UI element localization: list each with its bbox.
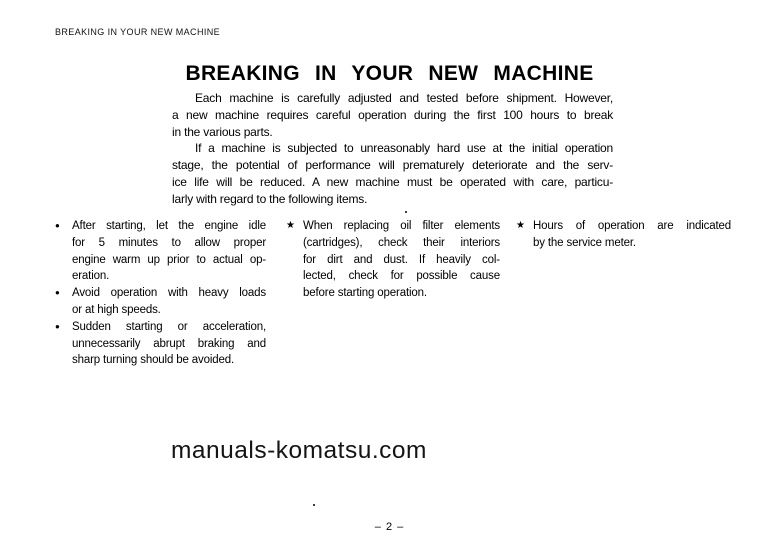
intro-line: larly with regard to the following items. bbox=[172, 191, 368, 206]
watermark: manuals-komatsu.com bbox=[171, 437, 427, 464]
bullet-icon: ● bbox=[55, 221, 60, 230]
list-item bbox=[55, 285, 266, 319]
list-item bbox=[55, 319, 266, 369]
column-middle bbox=[286, 218, 500, 302]
item-line: eration. bbox=[72, 270, 110, 283]
star-icon: ★ bbox=[516, 220, 525, 231]
list-item bbox=[55, 218, 266, 285]
item-line: or at high speeds. bbox=[72, 303, 161, 316]
item-line: Sudden starting or acceleration, bbox=[72, 320, 266, 333]
star-icon: ★ bbox=[286, 220, 295, 231]
item-line: (cartridges), check their interiors bbox=[303, 236, 500, 249]
item-line: by the service meter. bbox=[533, 236, 636, 249]
running-header: BREAKING IN YOUR NEW MACHINE bbox=[55, 27, 221, 37]
item-line: Avoid operation with heavy loads bbox=[72, 287, 266, 300]
item-text bbox=[72, 319, 266, 369]
page-number: – 2 – bbox=[374, 521, 405, 533]
scan-speck bbox=[313, 504, 315, 506]
item-line: for dirt and dust. If heavily col- bbox=[303, 253, 500, 266]
list-item bbox=[286, 218, 500, 302]
item-text bbox=[72, 285, 266, 319]
column-left bbox=[55, 218, 266, 369]
item-text bbox=[303, 218, 500, 302]
list-item bbox=[516, 218, 731, 252]
intro-line: Each machine is carefully adjusted and tested before shipment. However, bbox=[195, 91, 613, 105]
bullet-icon: ● bbox=[55, 288, 60, 298]
item-line: engine warm up prior to actual op- bbox=[72, 253, 266, 266]
bullet-icon: ● bbox=[55, 321, 60, 331]
intro-line: stage, the potential of performance will prematurely deteriorate and the serv- bbox=[172, 158, 613, 173]
intro-line: ice life will be reduced. A new machine must be operated with care, particu- bbox=[172, 174, 613, 189]
intro-line: a new machine requires careful operation during the first 100 hours to break bbox=[172, 107, 613, 122]
item-line: for 5 minutes to allow proper bbox=[72, 236, 266, 249]
intro-paragraphs bbox=[172, 90, 613, 208]
page-title: BREAKING IN YOUR NEW MACHINE bbox=[185, 62, 594, 86]
item-line: unnecessarily abrupt braking and bbox=[72, 337, 266, 350]
item-line: sharp turning should be avoided. bbox=[72, 354, 235, 367]
intro-line: in the various parts. bbox=[172, 124, 273, 139]
item-line: before starting operation. bbox=[303, 287, 427, 300]
scan-speck bbox=[405, 211, 407, 213]
item-text bbox=[533, 218, 731, 252]
item-text bbox=[72, 218, 266, 285]
column-right bbox=[516, 218, 731, 252]
item-line: Hours of operation are indicated bbox=[533, 220, 731, 232]
item-line: When replacing oil filter elements bbox=[303, 220, 500, 232]
item-line: After starting, let the engine idle bbox=[72, 220, 266, 232]
item-line: lected, check for possible cause bbox=[303, 270, 500, 283]
intro-line: If a machine is subjected to unreasonably hard use at the initial operation bbox=[195, 141, 613, 156]
